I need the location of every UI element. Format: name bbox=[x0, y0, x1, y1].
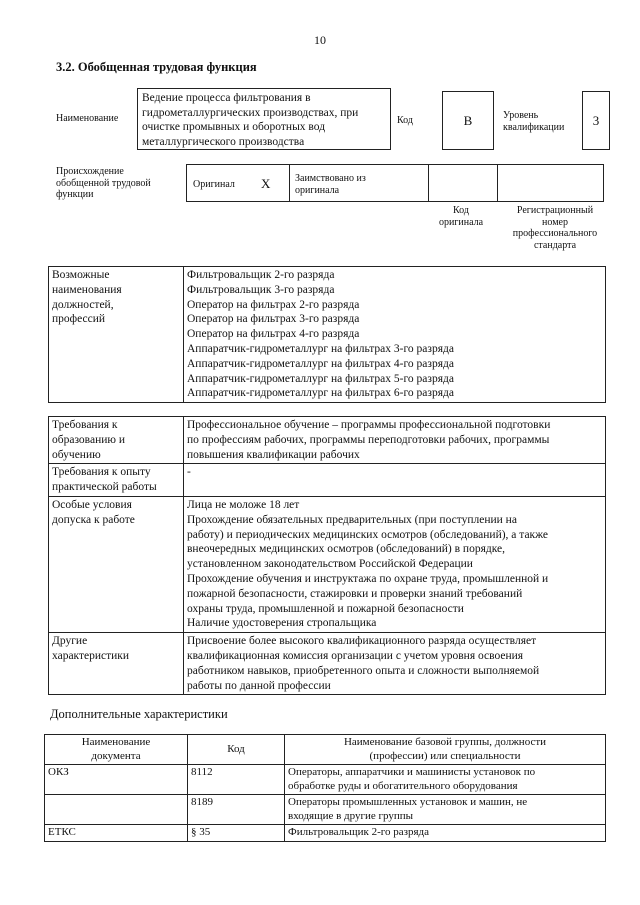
caption-line: оригинала bbox=[438, 216, 484, 228]
origin-label-line: Происхождение bbox=[56, 166, 124, 177]
value-line: Прохождение обязательных предварительных (при поступлении на bbox=[187, 513, 517, 526]
name-line: Операторы промышленных установок и машин, не bbox=[288, 796, 528, 808]
positions-table bbox=[48, 266, 606, 403]
header-line: Наименование bbox=[81, 736, 151, 748]
function-name-box bbox=[137, 88, 391, 150]
table-row bbox=[45, 825, 606, 842]
position-item: Оператор на фильтрах 2-го разряда bbox=[187, 298, 360, 311]
position-item: Аппаратчик-гидрометаллург на фильтрах 5-го разряда bbox=[187, 372, 454, 385]
position-item: Аппаратчик-гидрометаллург на фильтрах 4-го разряда bbox=[187, 357, 454, 370]
caption-line: стандарта bbox=[533, 239, 577, 251]
origin-label bbox=[56, 166, 151, 201]
positions-label-line: наименования bbox=[52, 283, 122, 296]
education-row bbox=[49, 417, 606, 464]
row-doc bbox=[45, 795, 188, 825]
requirements-table bbox=[48, 416, 606, 695]
header-line: документа bbox=[91, 749, 141, 762]
positions-label-line: профессий bbox=[52, 313, 106, 326]
row-name: Фильтровальщик 2-го разряда bbox=[285, 825, 606, 842]
value-line: установленном законодательством Российской Федерации bbox=[187, 558, 473, 571]
label-line: образованию и bbox=[52, 433, 125, 446]
education-value bbox=[184, 417, 606, 464]
function-name-line: очистке промывных и оборотных вод bbox=[142, 121, 326, 134]
original-label: Оригинал bbox=[193, 179, 235, 190]
section-title: 3.2. Обобщенная трудовая функция bbox=[56, 60, 257, 74]
value-line: Профессиональное обучение – программы профессиональной подготовки bbox=[187, 419, 551, 431]
borrowed-line: оригинала bbox=[295, 184, 340, 196]
row-code: § 35 bbox=[188, 825, 285, 842]
experience-row bbox=[49, 464, 606, 497]
code-original-caption bbox=[428, 205, 494, 228]
position-item: Аппаратчик-гидрометаллург на фильтрах 3-го разряда bbox=[187, 342, 454, 355]
col-code-header: Код bbox=[188, 735, 285, 765]
code-label: Код bbox=[397, 115, 413, 126]
row-code: 8189 bbox=[188, 795, 285, 825]
position-item: Оператор на фильтрах 3-го разряда bbox=[187, 313, 360, 326]
conditions-row bbox=[49, 496, 606, 632]
position-item: Фильтровальщик 3-го разряда bbox=[187, 283, 335, 296]
other-row bbox=[49, 633, 606, 695]
origin-label-line: функции bbox=[56, 189, 94, 200]
origin-table bbox=[186, 164, 604, 202]
caption-line: номер bbox=[542, 216, 568, 228]
col-doc-header bbox=[45, 735, 188, 765]
value-line: охраны труда, промышленной и пожарной безопасности bbox=[187, 602, 464, 615]
name-line: обработке руды и обогатительного оборудования bbox=[288, 779, 518, 792]
row-doc: ЕТКС bbox=[45, 825, 188, 842]
header-line: (профессии) или специальности bbox=[369, 749, 521, 762]
col-name-header bbox=[285, 735, 606, 765]
row-doc: ОКЗ bbox=[45, 765, 188, 795]
function-name-line: Ведение процесса фильтрования в bbox=[142, 92, 311, 104]
education-label bbox=[49, 417, 184, 464]
code-value-box bbox=[442, 91, 494, 150]
positions-label bbox=[49, 267, 184, 403]
reg-number-caption bbox=[500, 205, 610, 251]
position-item: Аппаратчик-гидрометаллург на фильтрах 6-го разряда bbox=[187, 387, 454, 400]
divider bbox=[497, 164, 498, 202]
label-line: Другие bbox=[52, 635, 88, 648]
other-value bbox=[184, 633, 606, 695]
name-line: входящие в другие группы bbox=[288, 809, 414, 822]
name-label: Наименование bbox=[56, 113, 119, 124]
label-line: Требования к bbox=[52, 419, 118, 431]
row-code: 8112 bbox=[188, 765, 285, 795]
positions-label-line: должностей, bbox=[52, 298, 114, 311]
function-name-line: гидрометаллургических производствах, при bbox=[142, 106, 359, 119]
level-value: 3 bbox=[592, 112, 600, 128]
table-header bbox=[45, 735, 606, 765]
function-name-line: металлургического производства bbox=[142, 135, 305, 148]
label-line: Особые условия bbox=[52, 498, 132, 511]
value-line: квалификационная комиссия организации с учетом уровня освоения bbox=[187, 649, 524, 662]
header-line: Наименование базовой группы, должности bbox=[343, 736, 547, 748]
divider bbox=[428, 164, 429, 202]
original-mark: X bbox=[261, 176, 271, 191]
level-label-line: Уровень bbox=[503, 110, 539, 121]
value-line: работником навыков, приобретенного опыта и сложности выполняемой bbox=[187, 664, 540, 677]
value-line: по профессиям рабочих, программы переподготовки рабочих, программы bbox=[187, 433, 550, 446]
code-value: B bbox=[463, 112, 473, 128]
conditions-label bbox=[49, 496, 184, 632]
row-name bbox=[285, 765, 606, 795]
value-line: Прохождение обучения и инструктажа по охране труда, промышленной и bbox=[187, 572, 549, 585]
position-item: Оператор на фильтрах 4-го разряда bbox=[187, 328, 360, 341]
borrowed-line: Заимствовано из bbox=[295, 173, 366, 184]
value-line: работу) и периодических медицинских осмотров (обследований), а также bbox=[187, 528, 549, 541]
name-line: Операторы, аппаратчики и машинисты установок по bbox=[288, 766, 536, 778]
caption-line: Регистрационный bbox=[516, 205, 594, 216]
table-row bbox=[45, 795, 606, 825]
level-value-box bbox=[582, 91, 610, 150]
level-label bbox=[503, 110, 564, 133]
positions-list bbox=[184, 267, 606, 403]
divider bbox=[289, 164, 290, 202]
additional-title: Дополнительные характеристики bbox=[50, 707, 228, 721]
value-line: Присвоение более высокого квалификационного разряда осуществляет bbox=[187, 635, 537, 648]
label-line: характеристики bbox=[52, 649, 130, 662]
caption-line: Код bbox=[453, 205, 469, 216]
value-line: повышения квалификации рабочих bbox=[187, 448, 360, 461]
other-label bbox=[49, 633, 184, 695]
additional-table bbox=[44, 734, 606, 842]
value-line: Наличие удостоверения стропальщика bbox=[187, 617, 377, 630]
table-row bbox=[45, 765, 606, 795]
label-line: Требования к опыту bbox=[52, 466, 151, 479]
value-line: Лица не моложе 18 лет bbox=[187, 498, 300, 511]
label-line: обучению bbox=[52, 448, 101, 461]
conditions-value bbox=[184, 496, 606, 632]
experience-value: - bbox=[184, 464, 606, 497]
caption-line: профессионального bbox=[512, 228, 598, 239]
label-line: допуска к работе bbox=[52, 513, 135, 526]
value-line: работы по данной профессии bbox=[187, 679, 331, 692]
positions-label-line: Возможные bbox=[52, 269, 110, 281]
position-item: Фильтровальщик 2-го разряда bbox=[187, 269, 335, 281]
label-line: практической работы bbox=[52, 481, 157, 494]
value-line: внеочередных медицинских осмотров (обследований) в порядке, bbox=[187, 543, 506, 556]
experience-label bbox=[49, 464, 184, 497]
row-name bbox=[285, 795, 606, 825]
borrowed-label bbox=[295, 173, 366, 196]
origin-label-line: обобщенной трудовой bbox=[56, 177, 151, 189]
level-label-line: квалификации bbox=[503, 121, 565, 133]
page-number: 10 bbox=[314, 33, 326, 47]
value-line: пожарной безопасности, стажировки и проверки знаний требований bbox=[187, 587, 523, 600]
